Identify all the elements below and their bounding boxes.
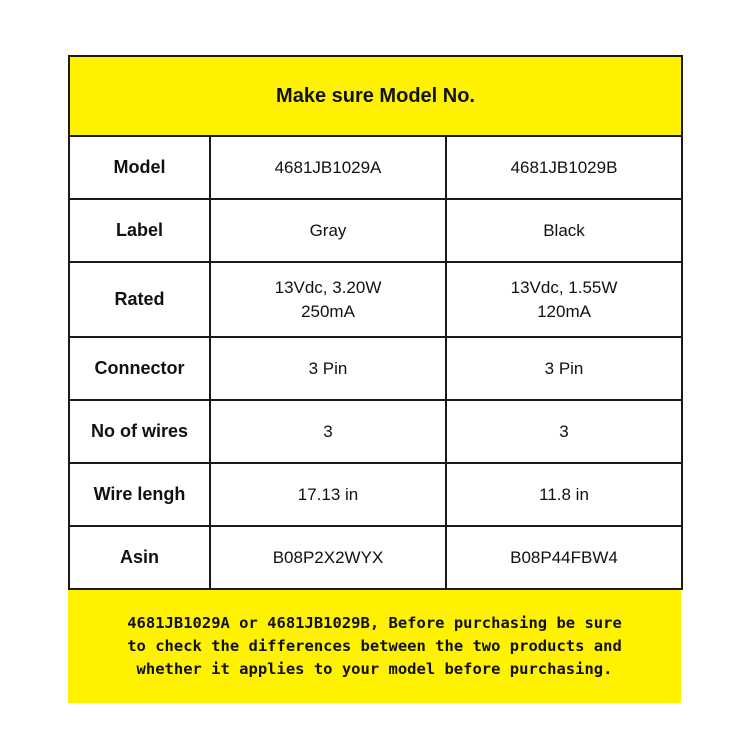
note-line: 4681JB1029A or 4681JB1029B, Before purchasing be sure (127, 614, 622, 632)
table-row-asin (69, 526, 682, 589)
row-label: Rated (69, 262, 210, 337)
label-b-value: Black (446, 199, 682, 262)
wires-a-value: 3 (210, 400, 446, 463)
page-title: Make sure Model No. (69, 56, 682, 136)
title-row (69, 56, 682, 136)
spec-table (68, 55, 683, 590)
table-row-wire-length (69, 463, 682, 526)
note-line: to check the differences between the two products and (127, 637, 622, 655)
model-a-value: 4681JB1029A (210, 136, 446, 199)
asin-a-value: B08P2X2WYX (210, 526, 446, 589)
connector-b-value: 3 Pin (446, 337, 682, 400)
table-row-wires (69, 400, 682, 463)
rated-a-value: 13Vdc, 3.20W 250mA (210, 262, 446, 337)
row-label: Wire lengh (69, 463, 210, 526)
table-row-label (69, 199, 682, 262)
rated-b-value: 13Vdc, 1.55W 120mA (446, 262, 682, 337)
purchase-note-text (127, 612, 622, 681)
row-label: Asin (69, 526, 210, 589)
row-label: Label (69, 199, 210, 262)
note-line: whether it applies to your model before purchasing. (136, 660, 613, 678)
wire-length-b-value: 11.8 in (446, 463, 682, 526)
asin-b-value: B08P44FBW4 (446, 526, 682, 589)
row-label: No of wires (69, 400, 210, 463)
wires-b-value: 3 (446, 400, 682, 463)
row-label: Model (69, 136, 210, 199)
row-label: Connector (69, 337, 210, 400)
table-row-connector (69, 337, 682, 400)
model-b-value: 4681JB1029B (446, 136, 682, 199)
table-row-rated (69, 262, 682, 337)
purchase-note (68, 590, 681, 703)
connector-a-value: 3 Pin (210, 337, 446, 400)
wire-length-a-value: 17.13 in (210, 463, 446, 526)
table-row-model (69, 136, 682, 199)
label-a-value: Gray (210, 199, 446, 262)
spec-sheet (68, 55, 681, 703)
